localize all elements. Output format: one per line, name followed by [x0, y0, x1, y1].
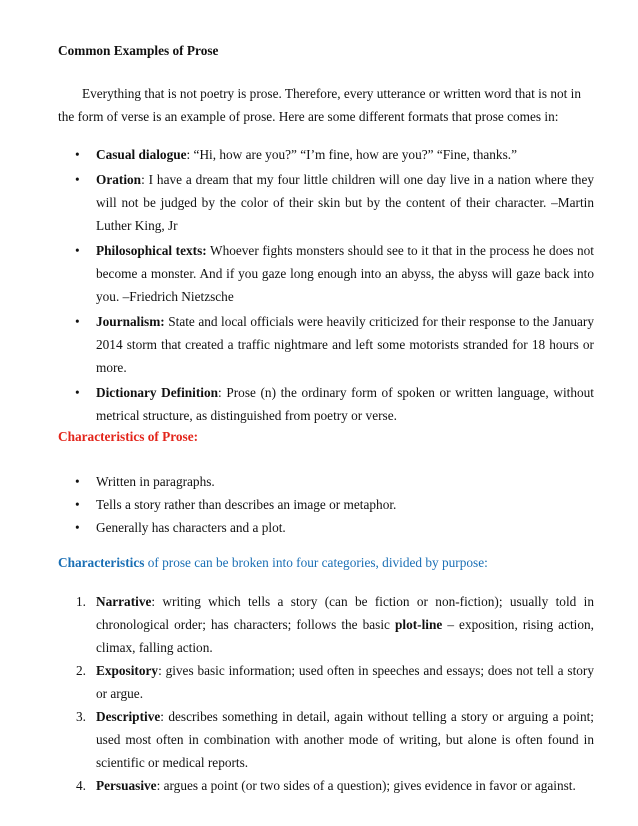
category-text: : writing which tells a story (can be fiction or non-fiction); usually told in chronological order; has characters; follows the basic	[96, 594, 594, 632]
list-item	[58, 659, 594, 705]
list-item	[58, 590, 594, 659]
categories-heading-rest: of prose can be broken into four categories, divided by purpose:	[144, 555, 488, 570]
category-text: : describes something in detail, again without telling a story or arguing a point; used most often in combination with another mode of writing, but alone is often found in scientific or medical reports.	[96, 709, 594, 770]
bullet-icon: •	[75, 385, 80, 400]
characteristic-text: Tells a story rather than describes an image or metaphor.	[96, 497, 397, 512]
category-text: : argues a point (or two sides of a question); gives evidence in favor or against.	[156, 778, 576, 793]
example-term: Journalism:	[96, 314, 165, 329]
list-item	[58, 168, 594, 237]
example-term: Oration	[96, 172, 142, 187]
list-item	[58, 470, 594, 493]
bullet-icon: •	[75, 497, 80, 512]
category-bold-term: plot-line	[395, 617, 443, 632]
example-sep: :	[186, 147, 191, 162]
example-sep: :	[141, 172, 145, 187]
example-term: Casual dialogue	[96, 147, 187, 162]
category-term: Expository	[96, 663, 159, 678]
category-term: Descriptive	[96, 709, 161, 724]
example-text: Prose (n) the ordinary form of spoken or written language, without metrical structure, as distinguished from poetry or verse.	[96, 385, 594, 423]
list-item	[58, 239, 594, 308]
list-number: 2.	[76, 663, 86, 678]
list-item	[58, 143, 594, 166]
characteristics-list	[58, 470, 594, 539]
list-number: 4.	[76, 778, 86, 793]
example-text: I have a dream that my four little children will one day live in a nation where they will not be judged by the color of their skin but by the content of their character. –Martin Luther King, Jr	[96, 172, 594, 233]
list-item	[58, 774, 594, 797]
categories-list	[58, 590, 594, 797]
example-text: “Hi, how are you?” “I’m fine, how are you?” “Fine, thanks.”	[190, 147, 517, 162]
list-item	[58, 310, 594, 379]
list-number: 1.	[76, 594, 86, 609]
characteristic-text: Written in paragraphs.	[96, 474, 215, 489]
bullet-icon: •	[75, 474, 80, 489]
list-item	[58, 705, 594, 774]
category-term: Persuasive	[96, 778, 157, 793]
list-item	[58, 493, 594, 516]
list-item	[58, 381, 594, 427]
characteristics-heading: Characteristics of Prose:	[58, 429, 199, 444]
example-text: Whoever fights monsters should see to it that in the process he does not become a monster. And if you gaze long enough into an abyss, the abyss will gaze back into you. –Friedrich Nietzsche	[96, 243, 594, 304]
example-text: State and local officials were heavily criticized for their response to the January 2014 storm that created a traffic nightmare and left some motorists stranded for 18 hours or more.	[96, 314, 594, 375]
bullet-icon: •	[75, 520, 80, 535]
categories-heading-bold: Characteristics	[58, 555, 145, 570]
bullet-icon: •	[75, 172, 80, 187]
category-text: : gives basic information; used often in speeches and essays; does not tell a story or argue.	[96, 663, 594, 701]
categories-heading	[58, 555, 488, 571]
example-sep: :	[218, 385, 222, 400]
examples-list	[58, 143, 594, 427]
characteristic-text: Generally has characters and a plot.	[96, 520, 286, 535]
list-item	[58, 516, 594, 539]
page-title: Common Examples of Prose	[58, 43, 219, 58]
bullet-icon: •	[75, 147, 80, 162]
category-term: Narrative	[96, 594, 152, 609]
category-text-after: – exposition, rising action, climax, falling action.	[96, 617, 594, 655]
example-term: Dictionary Definition	[96, 385, 219, 400]
intro-paragraph: Everything that is not poetry is prose. Therefore, every utterance or written word that is not in the form of verse is an example of prose. Here are some different formats that prose comes in:	[58, 86, 581, 124]
bullet-icon: •	[75, 314, 80, 329]
bullet-icon: •	[75, 243, 80, 258]
list-number: 3.	[76, 709, 86, 724]
example-term: Philosophical texts:	[96, 243, 207, 258]
